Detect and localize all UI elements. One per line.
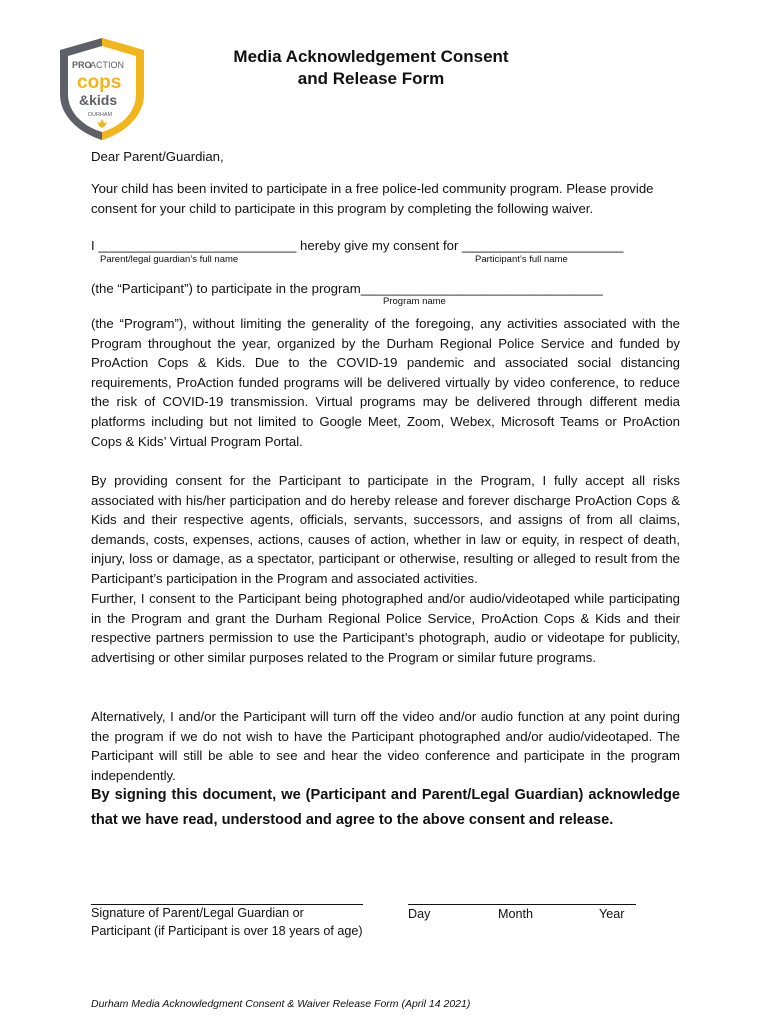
title-line-2: and Release Form — [297, 69, 445, 88]
media-consent-paragraph: Further, I consent to the Participant being photographed and/or audio/videotaped while participating in the Program and grant the Durham Regional Police Service, ProAction Cops & Kids and their respective partners permission to use the Participant’s photograph, audio or videotape for publicity, advertising or other similar purposes related to the Program or similar future programs. — [91, 591, 680, 665]
signature-label-line-1: Signature of Parent/Legal Guardian or — [91, 906, 304, 920]
salutation: Dear Parent/Guardian, — [91, 149, 224, 164]
alternative-paragraph: Alternatively, I and/or the Participant will turn off the video and/or audio function at any point during the program if we do not wish to have the Participant photographed and/or audio/videotaped. The Participant will still be able to see and hear the video conference and participate in the program independently. — [91, 709, 680, 783]
guardian-name-label: Parent/legal guardian’s full name — [100, 254, 239, 265]
program-line — [91, 279, 603, 299]
participant-name-field[interactable]: ______________________ — [462, 238, 624, 253]
release-paragraph: By providing consent for the Participant to participate in the Program, I fully accept all risks associated with his/her participation and do hereby release and forever discharge ProAction Cops & Kids and their respective agents, officials, servants, successors, and assigns of from all claims, demands, costs, expenses, actions, causes of action, whether in law or equity, in respect of death, injury, loss or damage, as a spectator, participant or otherwise, resulting or alleged to result from the Participant’s participation in the Program and associated activities. — [91, 473, 680, 586]
consent-line — [91, 236, 623, 256]
consent-prefix: I — [91, 238, 95, 253]
acknowledgement-statement: By signing this document, we (Participant and Parent/Legal Guardian) acknowledge that we have read, understood and agree to the above consent and release. — [91, 787, 680, 828]
proaction-cops-kids-logo — [58, 36, 146, 142]
logo-word-durham: DURHAM — [88, 112, 113, 118]
date-month-label: Month — [498, 907, 534, 921]
footer-text: Durham Media Acknowledgment Consent & Waiver Release Form (April 14 2021) — [91, 998, 471, 1010]
program-name-field[interactable]: _________________________________ — [360, 281, 603, 296]
guardian-name-field[interactable]: ___________________________ — [98, 238, 297, 253]
signature-label-line-2: Participant (if Participant is over 18 years of age) — [91, 923, 363, 938]
intro-paragraph — [91, 179, 691, 218]
intro-line-2: consent for your child to participate in this program by completing the following waiver. — [91, 200, 594, 216]
logo-word-pro: PRO — [72, 60, 92, 70]
date-year-label: Year — [599, 907, 625, 921]
title-line-1: Media Acknowledgement Consent — [233, 47, 509, 66]
participant-name-label: Participant’s full name — [475, 254, 568, 265]
form-title — [150, 46, 592, 90]
program-line-text: (the “Participant”) to participate in the program — [91, 281, 361, 296]
program-name-label: Program name — [383, 296, 446, 307]
intro-line-1: Your child has been invited to participate in a free police-led community program. Please provide — [91, 181, 654, 196]
logo-word-cops: cops — [77, 72, 122, 93]
program-paragraph: (the “Program”), without limiting the generality of the foregoing, any activities associated with the Program throughout the year, organized by the Durham Regional Police Service and funded by ProAction Cops & Kids. Due to the COVID-19 pandemic and associated social distancing requirements, ProAction funded programs will be delivered virtually by video conference, to reduce the risk of COVID-19 transmission. Virtual programs may be delivered through different media platforms including but not limited to Google Meet, Zoom, Webex, Microsoft Teams or ProAction Cops & Kids’ Virtual Program Portal. — [91, 316, 680, 449]
logo-word-kids: &kids — [79, 92, 118, 108]
logo-word-action: ACTION — [90, 60, 125, 70]
signature-label — [91, 905, 363, 940]
consent-middle-text: hereby give my consent for — [300, 238, 459, 253]
date-day-label: Day — [408, 907, 431, 921]
